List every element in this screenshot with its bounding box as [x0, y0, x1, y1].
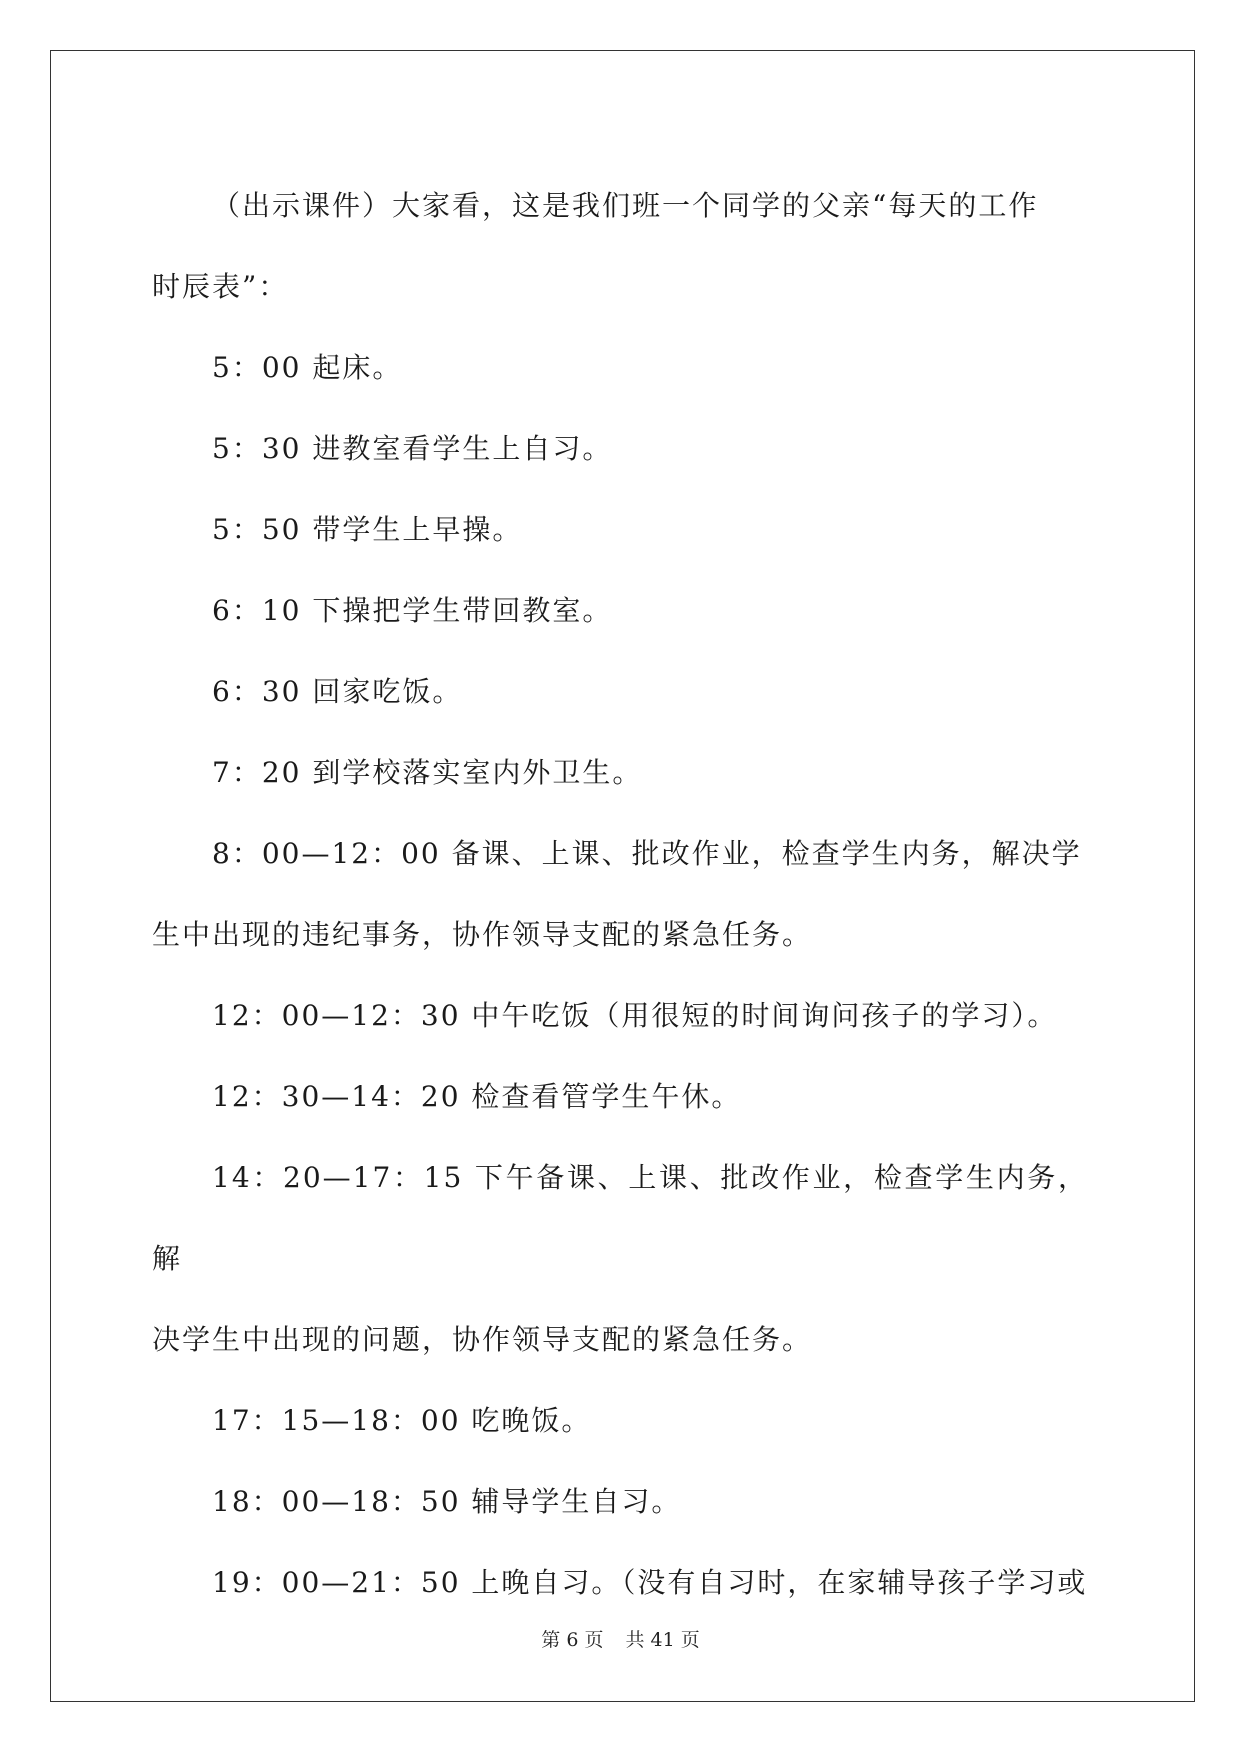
page-footer	[0, 1625, 1241, 1652]
paragraph-line: 7：20 到学校落实室内外卫生。	[212, 756, 643, 789]
paragraph-line: 时辰表”：	[152, 270, 289, 303]
paragraph-line: 生中出现的违纪事务，协作领导支配的紧急任务。	[152, 918, 813, 951]
paragraph-line: 14：20—17：15 下午备课、上课、批改作业，检查学生内务，解	[152, 1161, 1088, 1275]
paragraph-line: 决学生中出现的问题，协作领导支配的紧急任务。	[152, 1323, 813, 1356]
paragraph-line: 12：30—14：20 检查看管学生午休。	[212, 1080, 742, 1113]
paragraph-line: 17：15—18：00 吃晚饭。	[212, 1404, 592, 1437]
paragraph-line: 5：00 起床。	[212, 351, 403, 384]
document-body	[152, 165, 1088, 1623]
page-total: 共 41 页	[625, 1629, 700, 1651]
paragraph-line: 6：30 回家吃饭。	[212, 675, 463, 708]
paragraph-line: 5：50 带学生上早操。	[212, 513, 523, 546]
paragraph-line: 18：00—18：50 辅导学生自习。	[212, 1485, 682, 1518]
page-number: 第 6 页	[541, 1629, 604, 1651]
paragraph-line: 6：10 下操把学生带回教室。	[212, 594, 613, 627]
paragraph-line: 8：00—12：00 备课、上课、批改作业，检查学生内务，解决学	[212, 837, 1082, 870]
paragraph-line: （出示课件）大家看，这是我们班一个同学的父亲“每天的工作	[212, 189, 1039, 222]
paragraph-line: 12：00—12：30 中午吃饭（用很短的时间询问孩子的学习）。	[212, 999, 1058, 1032]
paragraph-line: 19：00—21：50 上晚自习。（没有自习时，在家辅导孩子学习或	[212, 1566, 1088, 1599]
paragraph-line: 5：30 进教室看学生上自习。	[212, 432, 613, 465]
